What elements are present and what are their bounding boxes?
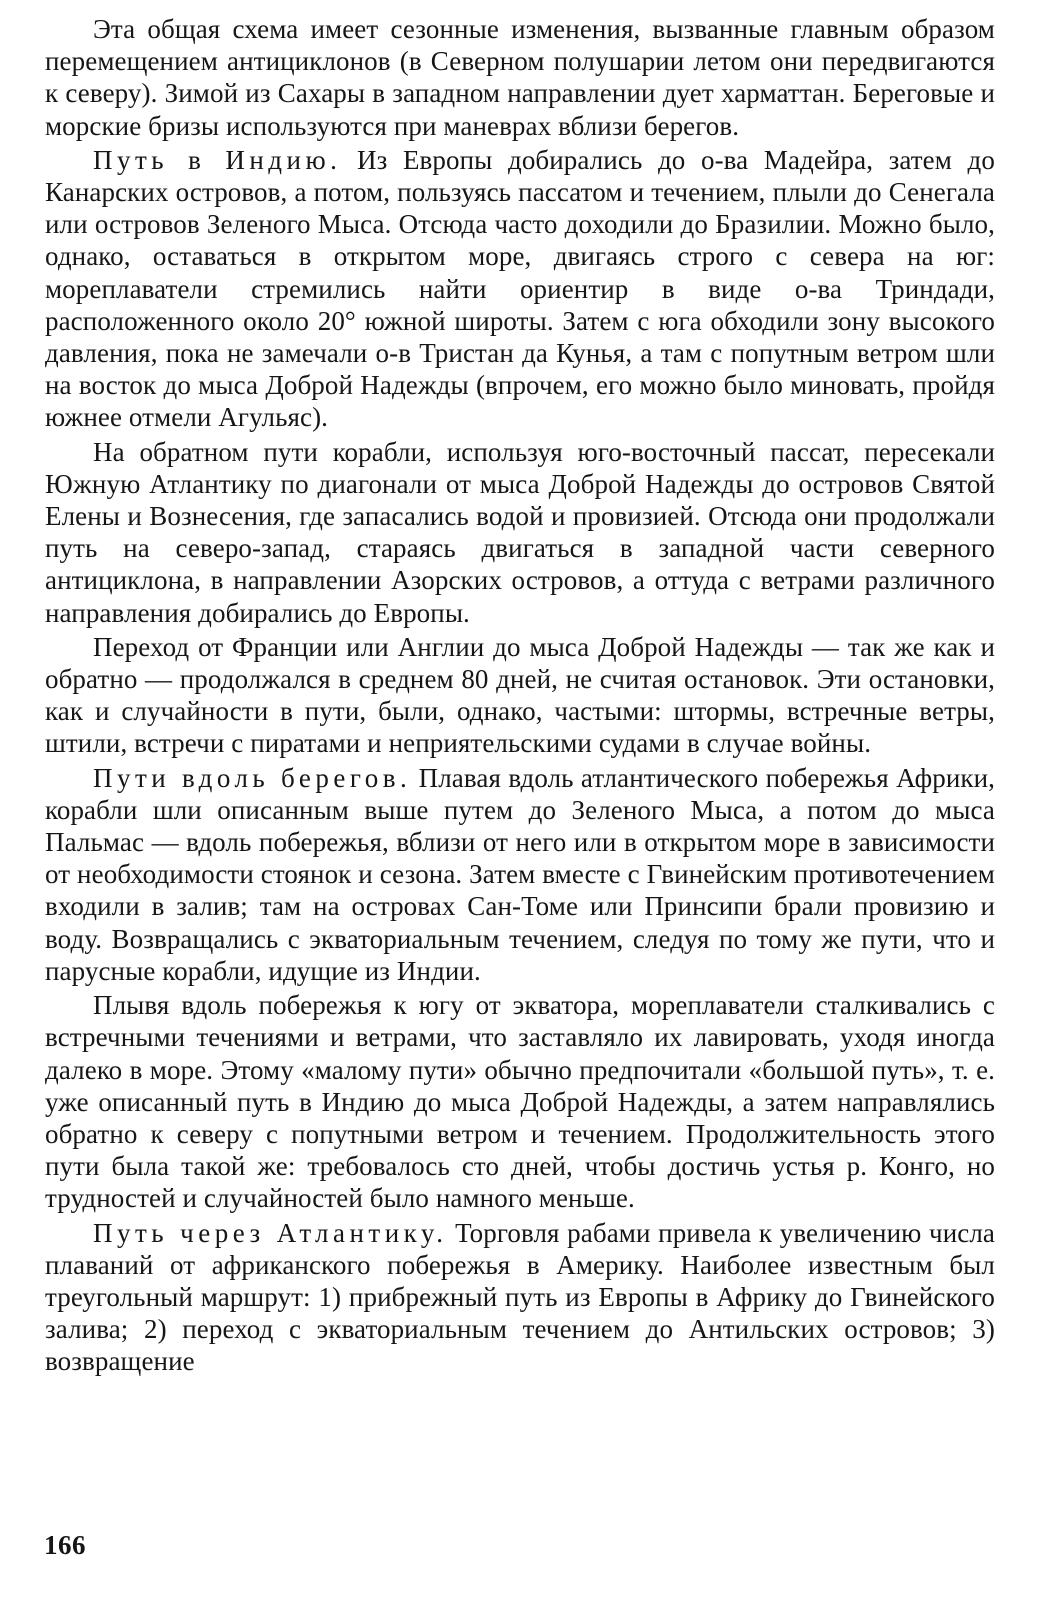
paragraph-return-route [45, 436, 995, 629]
paragraph-text: На обратном пути корабли, используя юго-восточный пассат, пересекали Южную Атлантику по диагонали от мыса Доброй Надежды до островов Святой Елены и Вознесения, где запасались водой и провизией. Отсюда они продолжали путь на северо-запад, стараясь двигаться в западной части северного антициклона, в направлении Азорских островов, а оттуда с ветрами различного направления добирались до Европы. [45, 436, 995, 628]
paragraph-seasonal-changes [45, 13, 995, 142]
page-number: 166 [44, 1530, 86, 1560]
paragraph-atlantic-crossing [45, 1217, 995, 1378]
paragraph-voyage-duration [45, 631, 995, 760]
paragraph-text: Эта общая схема имеет сезонные изменения, вызванные главным образом перемещением антициклонов (в Северном полушарии летом они передвигаются к северу). Зимой из Сахары в западном направлении дует харматтан. Береговые и морские бризы используются при маневрах вблизи берегов. [45, 14, 995, 141]
paragraph-text: Плывя вдоль побережья к югу от экватора, мореплаватели сталкивались с встречными течениями и ветрами, что заставляло их лавировать, уходя иногда далеко в море. Этому «малому пути» обычно предпочитали «большой путь», т. е. уже описанный путь в Индию до мыса Доброй Надежды, а затем направлялись обратно к северу с попутными ветром и течением. Продолжительность этого пути была такой же: требовалось сто дней, чтобы достичь устья р. Конго, но трудностей и случайностей было намного меньше. [45, 990, 995, 1214]
paragraph-text: Переход от Франции или Англии до мыса Доброй Надежды — так же как и обратно — продолжался в среднем 80 дней, не считая остановок. Эти остановки, как и случайности в пути, были, однако, частыми: штормы, встречные ветры, штили, встречи с пиратами и неприятельскими судами в случае войны. [45, 631, 995, 759]
paragraph-coastal-routes [45, 762, 995, 987]
paragraph-text: Из Европы добирались до о-ва Мадейра, затем до Канарских островов, а потом, пользуясь пассатом и течением, плыли до Сенегала или островов Зеленого Мыса. Отсюда часто доходили до Бразилии. Можно было, однако, оставаться в открытом море, двигаясь строго с севера на юг: мореплаватели стремились найти ориентир в виде о-ва Триндади, расположенного около 20° южной широты. Затем с юга обходили зону высокого давления, пока не замечали о-в Тристан да Кунья, а там с попутным ветром шли на восток до мыса Доброй Надежды (впрочем, его можно было миновать, пройдя южнее отмели Агульяс). [45, 144, 995, 433]
section-heading-coastal-routes: Пути вдоль берегов. [93, 762, 412, 793]
section-heading-atlantic-crossing: Путь через Атлантику. [93, 1217, 448, 1248]
paragraph-text: Плавая вдоль атлантического побережья Африки, корабли шли описанным выше путем до Зеленого Мыса, а потом до мыса Пальмас — вдоль побережья, вблизи от него или в открытом море в зависимости от необходимости стоянок и сезона. Затем вместе с Гвинейским противотечением входили в залив; там на островах Сан-Томе или Принсипи брали провизию и воду. Возвращались с экваториальным течением, следуя по тому же пути, что и парусные корабли, идущие из Индии. [45, 762, 995, 986]
paragraph-route-to-india [45, 144, 995, 434]
paragraph-south-of-equator [45, 989, 995, 1214]
paragraph-text: Торговля рабами привела к увеличению числа плаваний от африканского побережья в Америку. Наиболее известным был треугольный маршрут: 1) прибрежный путь из Европы в Африку до Гвинейского залива; 2) переход с экваториальным течением до Антильских островов; 3) возвращение [45, 1217, 996, 1377]
section-heading-route-to-india: Путь в Индию. [93, 144, 342, 175]
body-text [45, 13, 995, 1380]
